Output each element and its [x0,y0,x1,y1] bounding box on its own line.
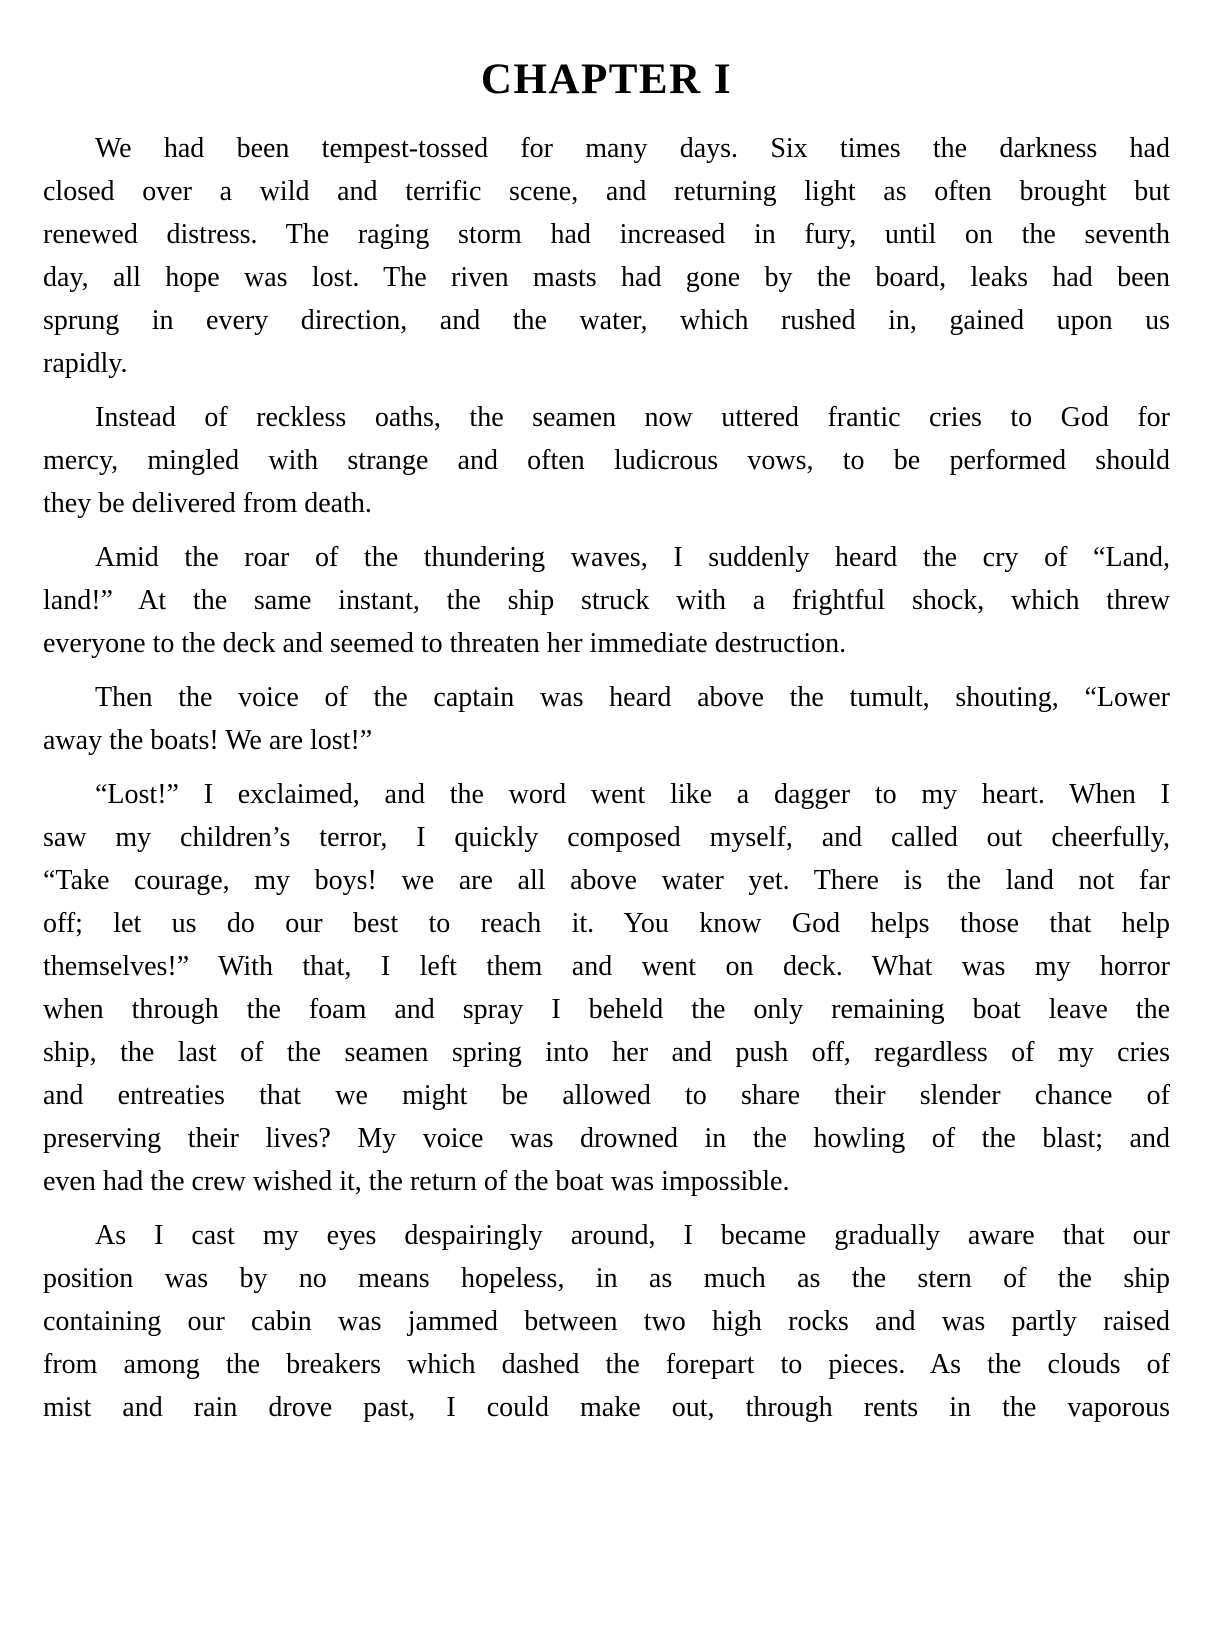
chapter-title: CHAPTER I [480,56,733,103]
paragraph [43,396,1170,525]
text-line: Then the voice of the captain was heard above the tumult, shouting, “Lower [95,682,1170,714]
text-line: “Lost!” I exclaimed, and the word went like a dagger to my heart. When I [95,779,1170,811]
text-line: even had the crew wished it, the return of the boat was impossible. [43,1166,790,1198]
text-line: position was by no means hopeless, in as much as the stern of the ship [43,1263,1170,1295]
text-line: day, all hope was lost. The riven masts had gone by the board, leaks had been [43,262,1170,294]
text-line: “Take courage, my boys! we are all above water yet. There is the land not far [43,865,1170,897]
text-line: Instead of reckless oaths, the seamen now uttered frantic cries to God for [95,402,1170,434]
text-line: preserving their lives? My voice was drowned in the howling of the blast; and [43,1123,1170,1155]
paragraph [43,676,1170,762]
text-line: sprung in every direction, and the water, which rushed in, gained upon us [43,305,1170,337]
chapter-body [43,127,1170,1429]
text-line: off; let us do our best to reach it. You know God helps those that help [43,908,1170,940]
text-line: mist and rain drove past, I could make out, through rents in the vaporous [43,1392,1170,1424]
text-line: closed over a wild and terrific scene, and returning light as often brought but [43,176,1170,208]
text-line: they be delivered from death. [43,488,372,520]
text-line: Amid the roar of the thundering waves, I suddenly heard the cry of “Land, [95,542,1170,574]
text-line: renewed distress. The raging storm had increased in fury, until on the seventh [43,219,1170,251]
paragraph [43,773,1170,1203]
text-line: As I cast my eyes despairingly around, I became gradually aware that our [95,1220,1170,1252]
text-line: when through the foam and spray I beheld the only remaining boat leave the [43,994,1170,1026]
text-line: saw my children’s terror, I quickly composed myself, and called out cheerfully, [43,822,1170,854]
paragraph [43,1214,1170,1429]
paragraph [43,536,1170,665]
paragraph [43,127,1170,385]
text-line: mercy, mingled with strange and often ludicrous vows, to be performed should [43,445,1170,477]
text-line: and entreaties that we might be allowed to share their slender chance of [43,1080,1170,1112]
text-line: everyone to the deck and seemed to threaten her immediate destruction. [43,628,847,660]
text-line: themselves!” With that, I left them and went on deck. What was my horror [43,951,1170,983]
text-line: We had been tempest-tossed for many days. Six times the darkness had [95,133,1170,165]
text-line: land!” At the same instant, the ship struck with a frightful shock, which threw [43,585,1170,617]
text-line: rapidly. [43,348,128,380]
text-line: ship, the last of the seamen spring into her and push off, regardless of my cries [43,1037,1170,1069]
text-line: away the boats! We are lost!” [43,725,373,757]
text-line: from among the breakers which dashed the forepart to pieces. As the clouds of [43,1349,1170,1381]
text-line: containing our cabin was jammed between two high rocks and was partly raised [43,1306,1170,1338]
